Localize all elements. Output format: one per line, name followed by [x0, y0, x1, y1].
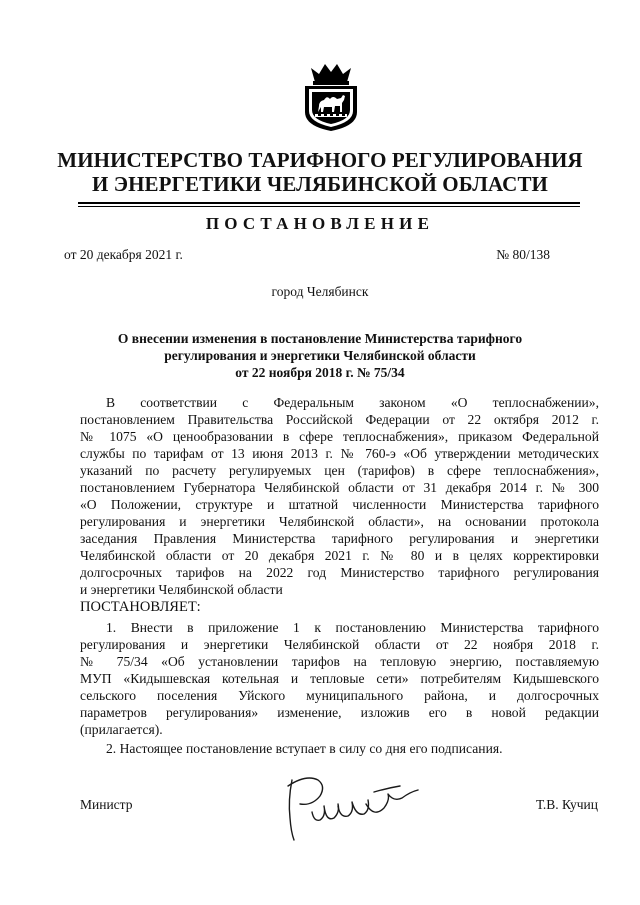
preamble-line: постановлением Правительства Российской Федерации от 22 октября 2012 г. — [80, 412, 599, 427]
document-date: от 20 декабря 2021 г. — [64, 247, 183, 262]
item1-line: сельского поселения Уйского муниципального района, и долгосрочных — [80, 688, 599, 703]
item2-line: 2. Настоящее постановление вступает в силу со дня его подписания. — [106, 741, 503, 756]
item1-line: (прилагается). — [80, 722, 163, 737]
preamble-line: указаний по расчету регулируемых цен (тарифов) в сфере теплоснабжения», — [80, 463, 599, 478]
subject-line: регулирования и энергетики Челябинской области — [164, 348, 476, 363]
resolves-label: ПОСТАНОВЛЯЕТ: — [80, 599, 201, 615]
preamble-line: «О Положении, структуре и штатной численности Министерства тарифного — [80, 497, 599, 512]
subject-line: О внесении изменения в постановление Министерства тарифного — [117, 331, 523, 346]
document-city: город Челябинск — [271, 284, 369, 299]
item1-line: параметров регулирования» изменение, изложив его в новой редакции — [80, 705, 599, 720]
ministry-name-line1: МИНИСТЕРСТВО ТАРИФНОГО РЕГУЛИРОВАНИЯ — [57, 148, 583, 172]
preamble-line: и энергетики Челябинской области — [80, 582, 283, 597]
document-type-title: ПОСТАНОВЛЕНИЕ — [205, 214, 435, 233]
item1-line: МУП «Кидышевская котельная и тепловые сети» потребителям Кидышевского — [80, 671, 599, 686]
preamble-line: В соответствии с Федеральным законом «О теплоснабжении», — [106, 395, 599, 410]
preamble-line: регулирования и энергетики Челябинской области», на основании протокола — [80, 514, 599, 529]
item1-line: регулирования и энергетики Челябинской области от 22 ноября 2018 г. — [80, 637, 599, 652]
ministry-name-line2: И ЭНЕРГЕТИКИ ЧЕЛЯБИНСКОЙ ОБЛАСТИ — [92, 172, 548, 196]
header-divider-thin — [78, 206, 580, 207]
signatory-name: Т.В. Кучиц — [535, 797, 598, 812]
signatory-role: Министр — [80, 797, 133, 812]
coat-of-arms-icon — [299, 62, 363, 132]
preamble-line: № 1075 «О ценообразовании в сфере теплоснабжения», приказом Федеральной — [80, 429, 599, 444]
item1-line: № 75/34 «Об установлении тарифов на тепловую энергию, поставляемую — [80, 654, 599, 669]
preamble-line: Челябинской области от 20 декабря 2021 г. № 80 и в целях корректировки — [80, 548, 599, 563]
header-divider — [78, 202, 580, 204]
preamble-line: постановлением Губернатора Челябинской области от 31 декабря 2014 г. № 300 — [80, 480, 599, 495]
preamble-line: службы по тарифам от 13 июня 2013 г. № 760-э «Об утверждении методических — [80, 446, 599, 461]
document-number: № 80/138 — [496, 247, 550, 262]
subject-line: от 22 ноября 2018 г. № 75/34 — [235, 365, 405, 380]
item1-line: 1. Внести в приложение 1 к постановлению Министерства тарифного — [106, 620, 599, 635]
handwritten-signature — [278, 772, 428, 844]
preamble-line: заседания Правления Министерства тарифного регулирования и энергетики — [80, 531, 599, 546]
preamble-line: долгосрочных тарифов на 2022 год Министерство тарифного регулирования — [80, 565, 599, 580]
